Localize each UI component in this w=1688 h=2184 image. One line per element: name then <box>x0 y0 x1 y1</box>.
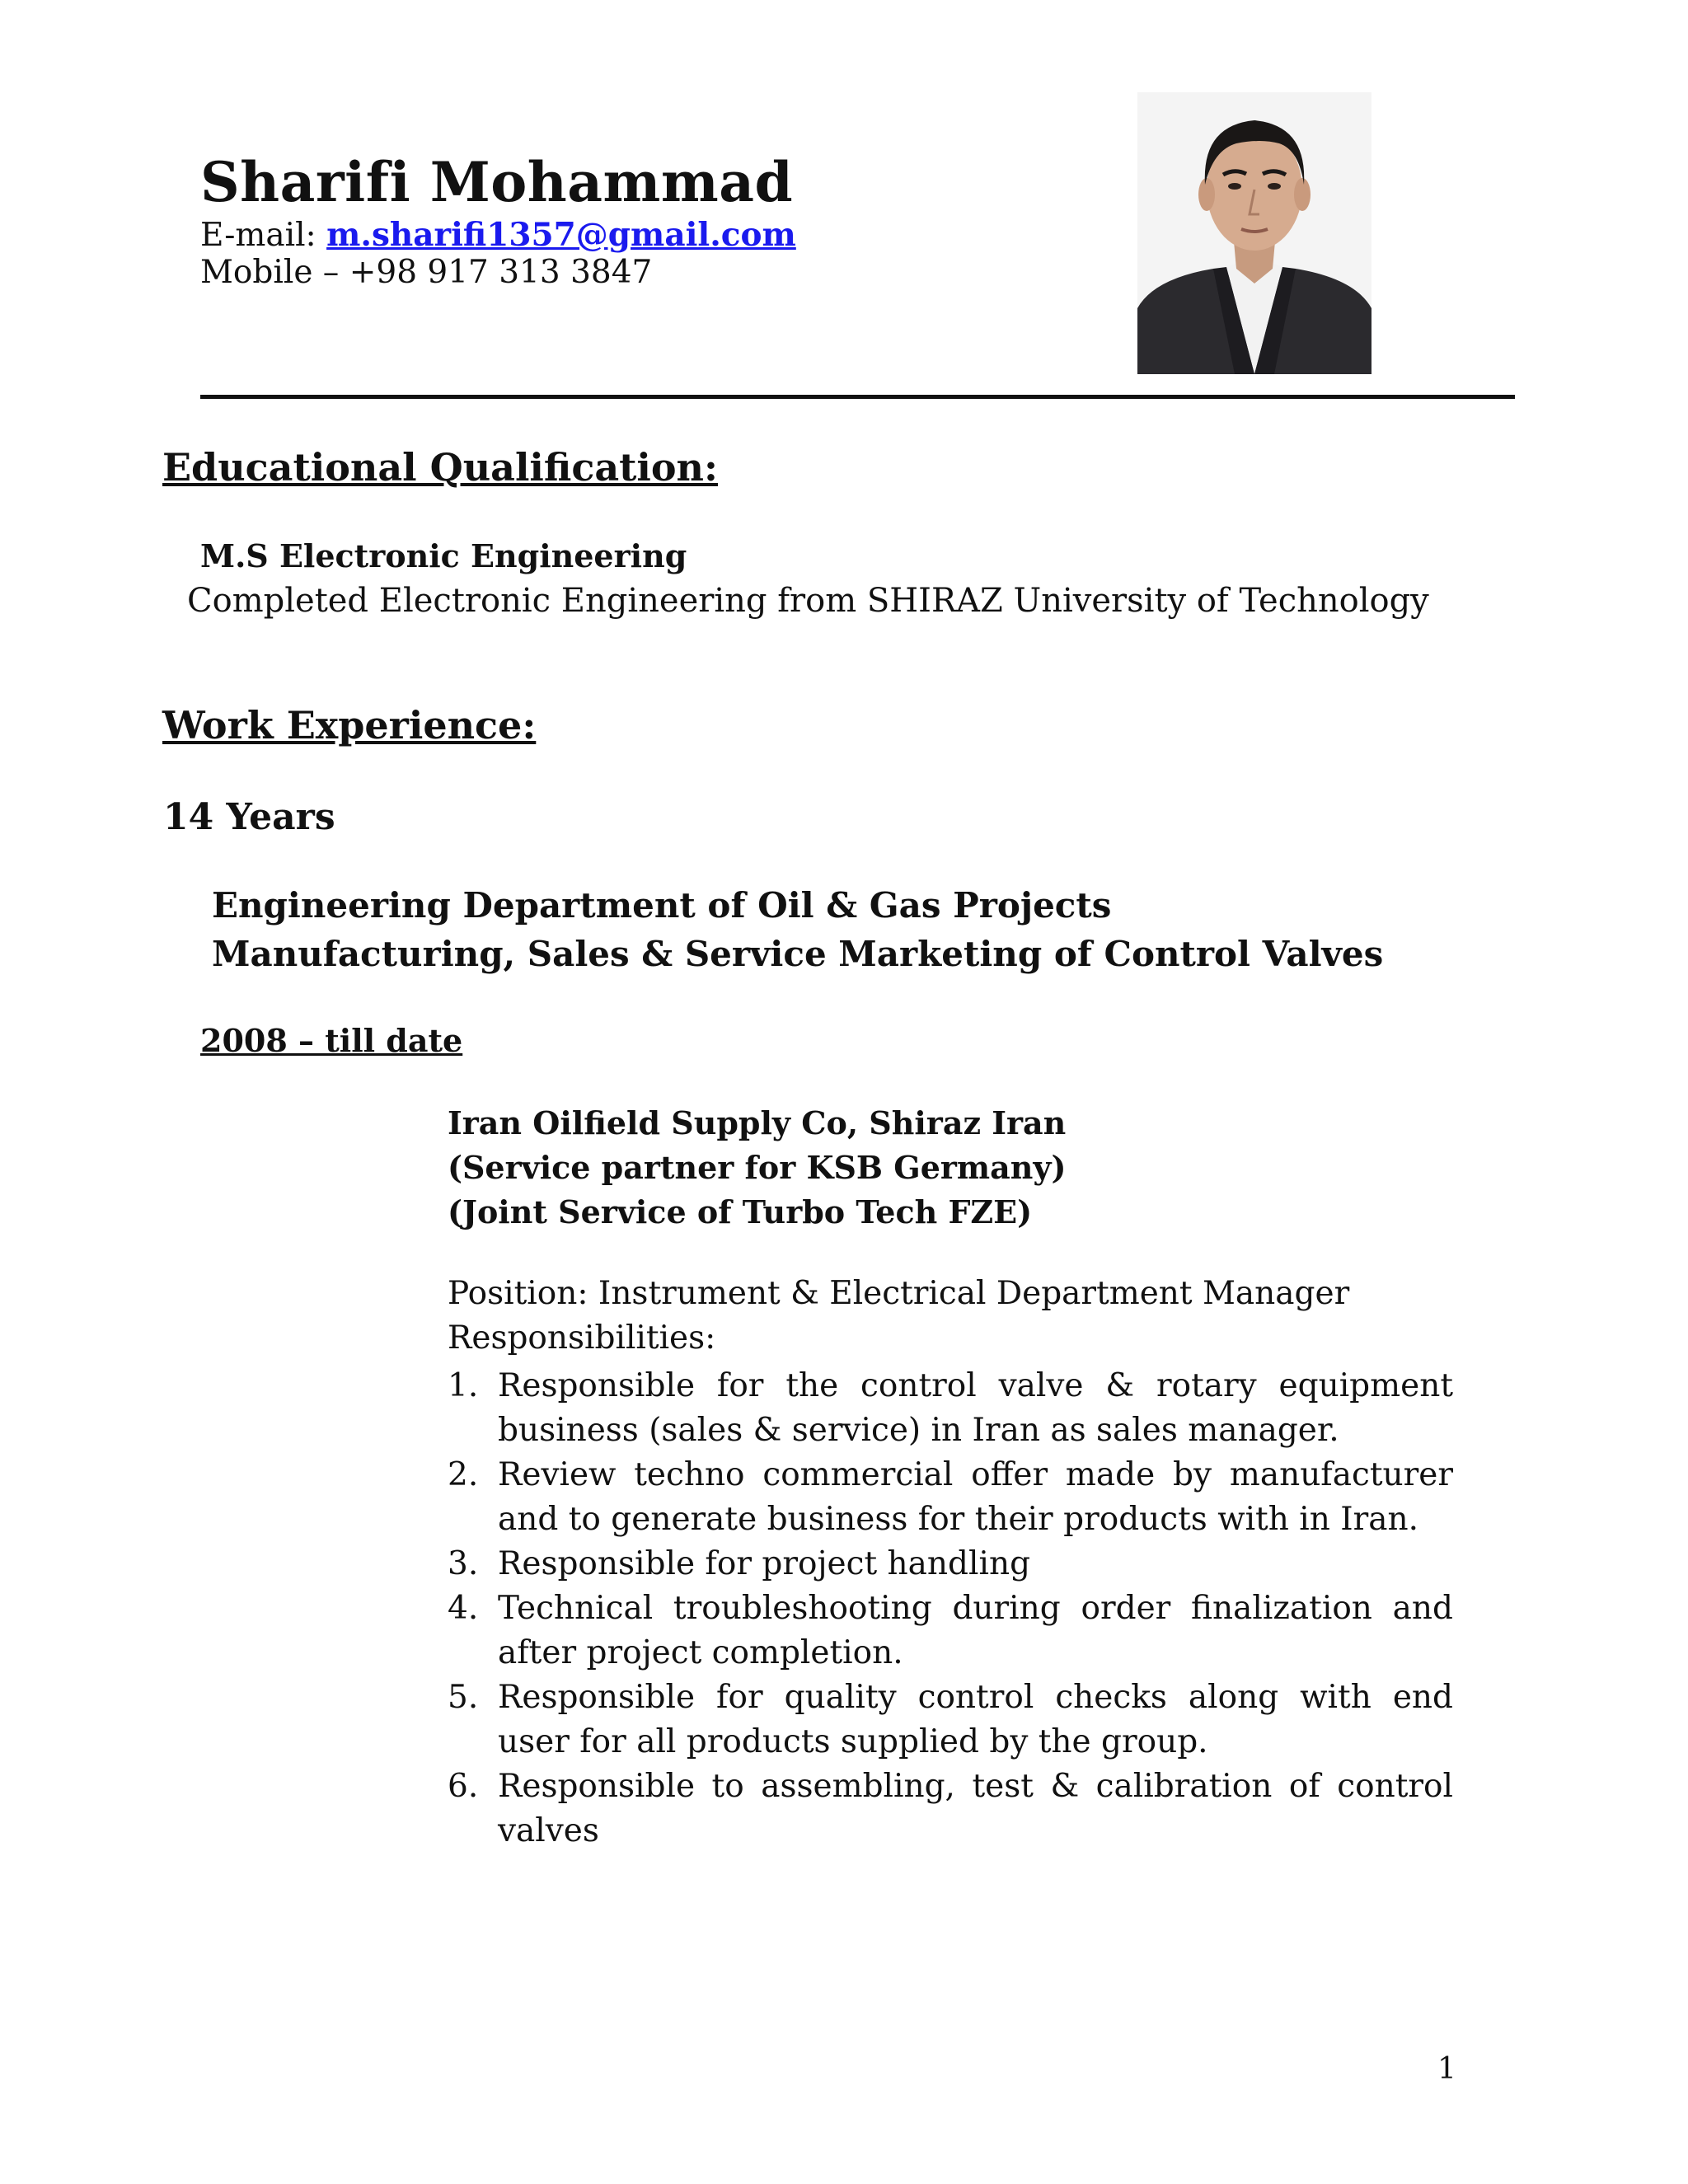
email-link[interactable]: m.sharifi1357@gmail.com <box>326 216 796 254</box>
profile-photo <box>1137 92 1372 374</box>
list-number: 4. <box>448 1590 479 1627</box>
page-number: 1 <box>1437 2052 1456 2086</box>
position-title: Position: Instrument & Electrical Department Manager <box>448 1275 1350 1312</box>
work-experience-heading: Work Experience: <box>162 703 537 748</box>
header-divider <box>200 395 1515 399</box>
responsibilities-list <box>448 1364 1453 1854</box>
list-number: 2. <box>448 1456 479 1493</box>
list-item-text: Responsible for quality control checks along with end user for all products supplied by the group. <box>498 1679 1453 1760</box>
list-item <box>448 1675 1453 1765</box>
list-item-text: Technical troubleshooting during order finalization and after project completion. <box>498 1590 1453 1671</box>
company-name: Iran Oilfield Supply Co, Shiraz Iran <box>448 1104 1067 1141</box>
list-item-text: Responsible for the control valve & rotary equipment business (sales & service) in Iran as sales manager. <box>498 1367 1453 1449</box>
degree-title: M.S Electronic Engineering <box>200 537 687 574</box>
list-number: 6. <box>448 1768 479 1805</box>
focus-area: Engineering Department of Oil & Gas Projects <box>212 885 1112 926</box>
list-item <box>448 1364 1453 1453</box>
list-number: 1. <box>448 1367 479 1404</box>
list-item-text: Review techno commercial offer made by manufacturer and to generate business for their products with in Iran. <box>498 1456 1453 1538</box>
list-item <box>448 1586 1453 1675</box>
degree-description: Completed Electronic Engineering from SHIRAZ University of Technology <box>187 582 1429 620</box>
list-item-text: Responsible for project handling <box>498 1545 1031 1582</box>
list-number: 5. <box>448 1679 479 1716</box>
company-joint-service: (Joint Service of Turbo Tech FZE) <box>448 1193 1033 1230</box>
list-item <box>448 1765 1453 1854</box>
list-item <box>448 1453 1453 1542</box>
education-heading: Educational Qualification: <box>162 445 718 490</box>
email-label: E-mail: <box>200 217 327 254</box>
list-number: 3. <box>448 1545 479 1582</box>
email-row <box>200 216 796 254</box>
responsibilities-label: Responsibilities: <box>448 1319 716 1357</box>
focus-area: Manufacturing, Sales & Service Marketing of Control Valves <box>212 934 1384 974</box>
list-item-text: Responsible to assembling, test & calibration of control valves <box>498 1768 1453 1849</box>
list-item <box>448 1542 1453 1586</box>
candidate-name: Sharifi Mohammad <box>200 150 794 214</box>
company-partner: (Service partner for KSB Germany) <box>448 1149 1067 1186</box>
mobile-number: Mobile – +98 917 313 3847 <box>200 254 653 291</box>
experience-years: 14 Years <box>163 796 335 838</box>
employment-period: 2008 – till date <box>200 1022 463 1059</box>
